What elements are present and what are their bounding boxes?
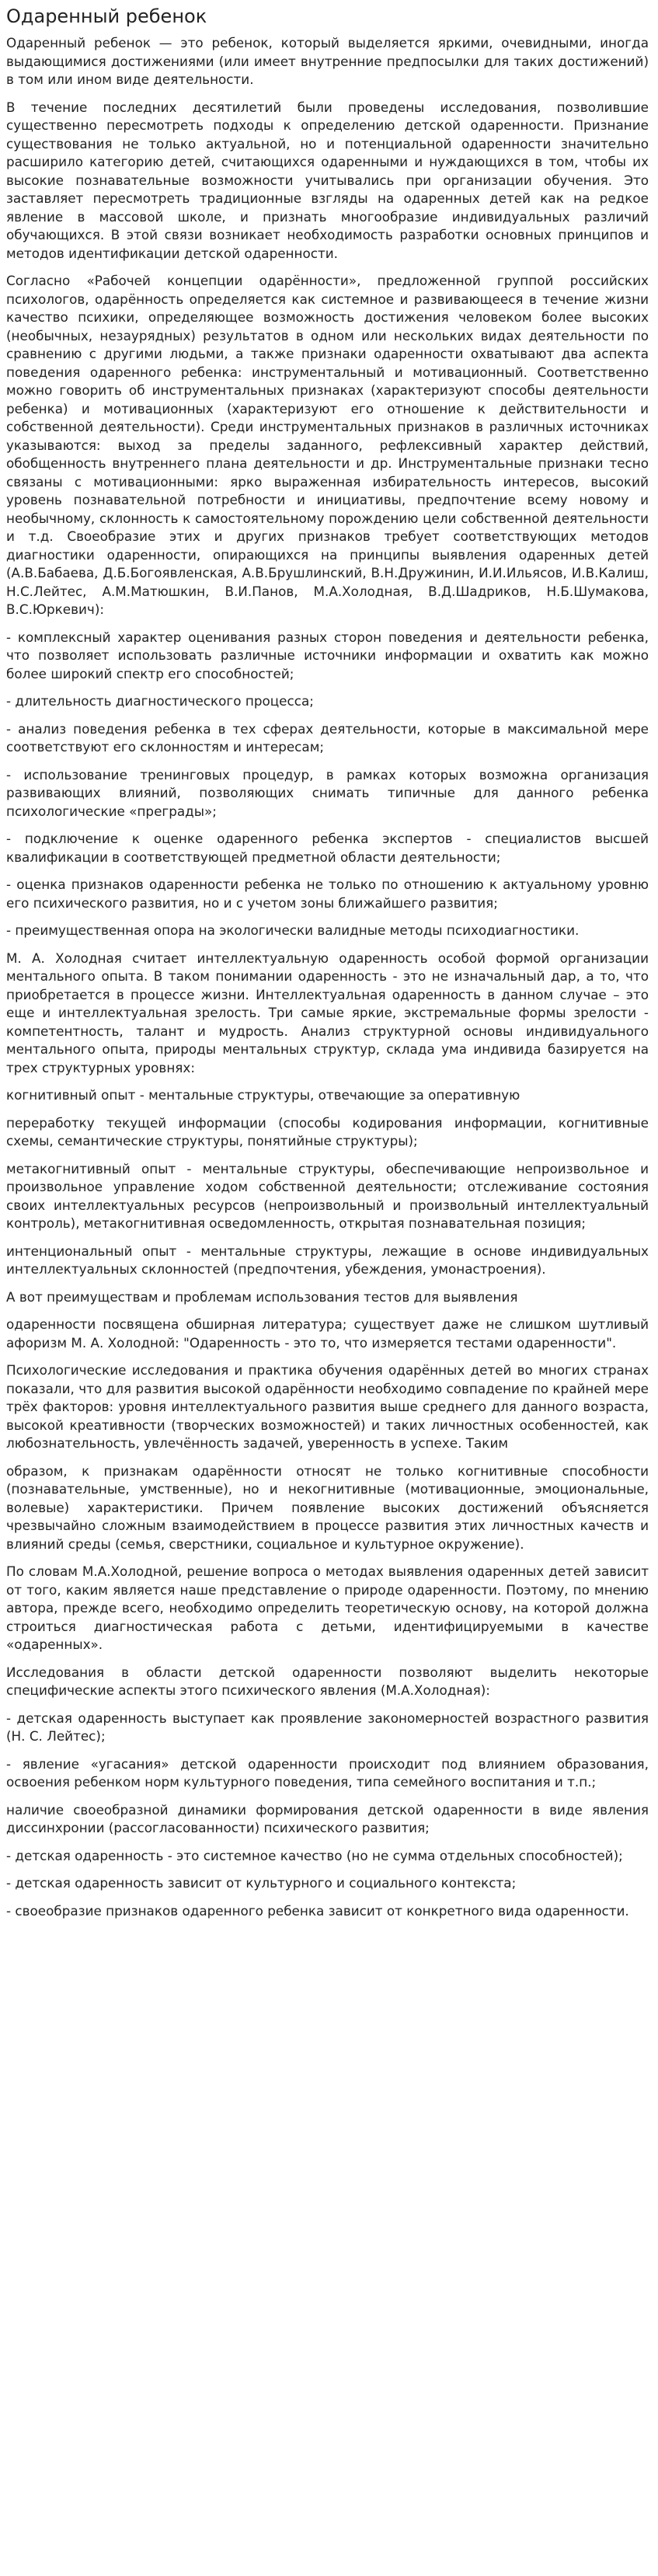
paragraph: Согласно «Рабочей концепции одарённости», предложенной группой российских психологов, одарённость определяется как системное и развивающееся в течение жизни качество психики, определяющее возможность достижения человеком более высоких (необычных, незаурядных) результатов в одном или нескольких видах деятельности по сравнению с другими людьми, а также признаки одаренности охватывают два аспекта поведения одаренного ребенка: инструментальный и мотивационный. Соответственно можно говорить об инструментальных признаках (характеризуют способы деятельности ребенка) и мотивационных (характеризуют его отношение к действительности и собственной деятельности). Среди инструментальных признаков в различных источниках указываются: выход за пределы заданного, рефлексивный характер действий, обобщенность внутреннего плана деятельности и др. Инструментальные признаки тесно связаны с мотивационными: ярко выраженная избирательность интересов, высокий уровень познавательной потребности и инициативы, предпочтение всему новому и необычному, склонность к самостоятельному порождению цели собственной деятельности и т.д. Своеобразие этих и других признаков требует соответствующих методов диагностики одаренности, опирающихся на принципы выявления одаренных детей (А.В.Бабаева, Д.Б.Богоявленская, А.В.Брушлинский, В.Н.Дружинин, И.И.Ильясов, И.В.Калиш, Н.С.Лейтес, А.М.Матюшкин, В.И.Панов, М.А.Холодная, В.Д.Шадриков, Н.Б.Шумакова, В.С.Юркевич): bbox=[6, 273, 649, 617]
list-item: - детская одаренность выступает как проявление закономерностей возрастного развития (Н. С. Лейтес); bbox=[6, 1710, 649, 1744]
paragraph: Исследования в области детской одаренности позволяют выделить некоторые специфические аспекты этого психического явления (М.А.Холодная): bbox=[6, 1664, 649, 1698]
list-item: наличие своеобразной динамики формирования детской одаренности в виде явления диссинхронии (рассогласованности) психического развития; bbox=[6, 1801, 649, 1835]
paragraph: Психологические исследования и практика обучения одарённых детей во многих странах показали, что для развития высокой одарённости необходимо совпадение по крайней мере трёх факторов: уровня интеллектуального развития выше среднего для данного возраста, высокой креативности (творческих возможностей) и таких личностных особенностей, как любознательность, увлечённость задачей, уверенность в успехе. Таким bbox=[6, 1362, 649, 1451]
list-item: - анализ поведения ребенка в тех сферах деятельности, которые в максимальной мере соответствуют его склонностям и интересам; bbox=[6, 720, 649, 755]
article-body bbox=[6, 34, 649, 1920]
list-item: - длительность диагностического процесса; bbox=[6, 693, 314, 709]
list-item: - использование тренинговых процедур, в рамках которых возможна организация развивающих влияний, позволяющих снимать типичные для данного ребенка психологические «преграды»; bbox=[6, 766, 649, 819]
list-item: - детская одаренность зависит от культурного и социального контекста; bbox=[6, 1875, 517, 1891]
paragraph: А вот преимуществам и проблемам использования тестов для выявления bbox=[6, 1288, 518, 1305]
paragraph: По словам М.А.Холодной, решение вопроса о методах выявления одаренных детей зависит от того, каким является наше представление о природе одаренности. Поэтому, по мнению автора, прежде всего, необходимо определить теоретическую основу, на которой должна строиться диагностическая работа с детьми, идентифицируемыми в качестве «одаренных». bbox=[6, 1563, 649, 1652]
page-title: Одаренный ребенок bbox=[6, 5, 207, 27]
paragraph: М. А. Холодная считает интеллектуальную одаренность особой формой организации ментального опыта. В таком понимании одаренность - это не изначальный дар, а то, что приобретается в процессе жизни. Интеллектуальная одаренность в данном случае – это еще и интеллектуальная зрелость. Три самые яркие, экстремальные формы зрелости - компетентность, талант и мудрость. Анализ структурной основы индивидуального ментального опыта, природы ментальных структур, склада ума индивида базируется на трех структурных уровнях: bbox=[6, 950, 649, 1075]
paragraph: одаренности посвящена обширная литература; существует даже не слишком шутливый афоризм М. А. Холодной: "Одаренность - это то, что измеряется тестами одаренности". bbox=[6, 1316, 649, 1351]
paragraph: когнитивный опыт - ментальные структуры, отвечающие за оперативную bbox=[6, 1087, 520, 1103]
paragraph: интенциональный опыт - ментальные структуры, лежащие в основе индивидуальных интеллектуальных склонностей (предпочтения, убеждения, умонастроения). bbox=[6, 1243, 649, 1277]
paragraph: образом, к признакам одарённости относят не только когнитивные способности (познавательные, умственные), но и некогнитивные (мотивационные, эмоциональные, волевые) характеристики. Причем появление высоких достижений объясняется чрезвычайно сложным взаимодействием в процессе развития этих личностных качеств и влияний среды (семья, сверстники, социальное и культурное окружение). bbox=[6, 1462, 649, 1552]
intro-paragraph: Одаренный ребенок — это ребенок, который выделяется яркими, очевидными, иногда выдающимися достижениями (или имеет внутренние предпосылки для таких достижений) в том или ином виде деятельности. bbox=[6, 35, 649, 87]
paragraph: В течение последних десятилетий были проведены исследования, позволившие существенно пересмотреть подходы к определению детской одаренности. Признание существования не только актуальной, но и потенциальной одаренности значительно расширило категорию детей, считающихся одаренными и нуждающихся в том, чтобы их высокие познавательные возможности учитывались при организации обучения. Это заставляет пересмотреть традиционные взгляды на одаренных детей как на редкое явление в массовой школе, и признать многообразие индивидуальных различий обучающихся. В этой связи возникает необходимость разработки основных принципов и методов идентификации детской одаренности. bbox=[6, 99, 649, 261]
list-item: - комплексный характер оценивания разных сторон поведения и деятельности ребенка, что позволяет использовать различные источники информации и охватить как можно более широкий спектр его способностей; bbox=[6, 629, 649, 681]
paragraph: метакогнитивный опыт - ментальные структуры, обеспечивающие непроизвольное и произвольное управление ходом собственной деятельности; отслеживание состояния своих интеллектуальных ресурсов (непроизвольный и произвольный интеллектуальный контроль), метакогнитивная осведомленность, открытая познавательная позиция; bbox=[6, 1160, 649, 1231]
list-item: - оценка признаков одаренности ребенка не только по отношению к актуальному уровню его психического развития, но и с учетом зоны ближайшего развития; bbox=[6, 877, 649, 911]
list-item: - подключение к оценке одаренного ребенка экспертов - специалистов высшей квалификации в соответствующей предметной области деятельности; bbox=[6, 831, 649, 865]
list-item: - своеобразие признаков одаренного ребенка зависит от конкретного вида одаренности. bbox=[6, 1902, 629, 1919]
paragraph: переработку текущей информации (способы кодирования информации, когнитивные схемы, семантические структуры, понятийные структуры); bbox=[6, 1114, 649, 1149]
list-item: - детская одаренность - это системное качество (но не сумма отдельных способностей); bbox=[6, 1847, 623, 1863]
list-item: - преимущественная опора на экологически валидные методы психодиагностики. bbox=[6, 922, 580, 938]
list-item: - явление «угасания» детской одаренности происходит под влиянием образования, освоения ребенком норм культурного поведения, типа семейного воспитания и т.п.; bbox=[6, 1755, 649, 1790]
